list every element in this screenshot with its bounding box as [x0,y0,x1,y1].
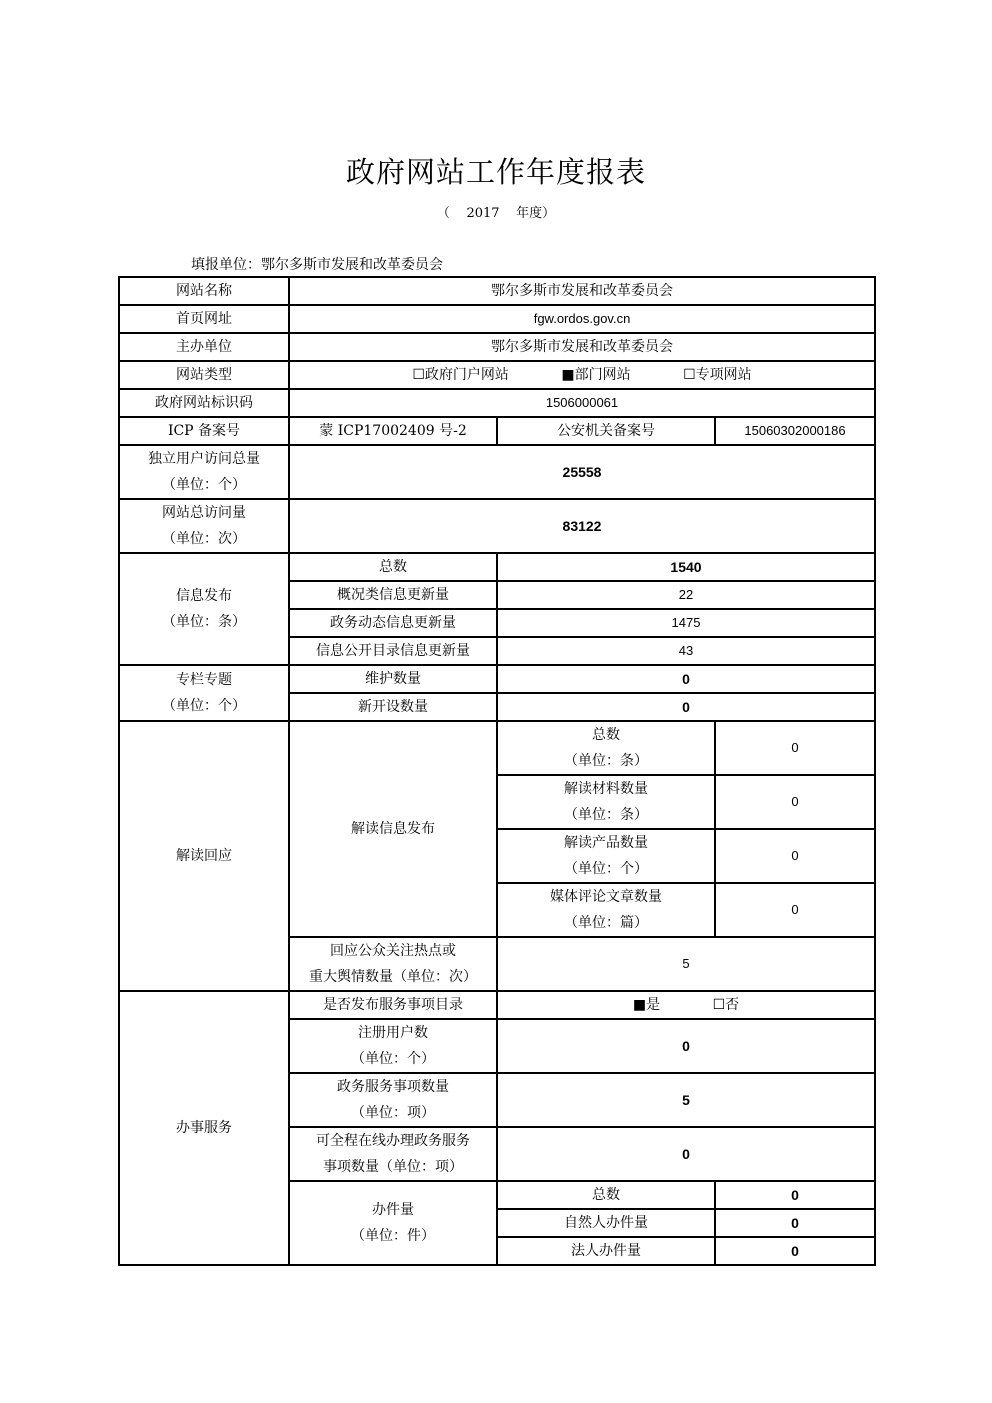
homepage-label: 首页网址 [119,305,289,333]
interp-item-label: 媒体评论文章数量 （单位：篇） [497,883,715,937]
site-name-label: 网站名称 [119,277,289,305]
year-close: 年度） [516,206,556,221]
interp-item-value: 0 [715,883,875,937]
icp-label: ICP 备案号 [119,417,289,445]
special-checkbox-icon: ☐ [683,367,696,383]
row-interp-total [119,721,875,775]
catalog-label: 是否发布服务事项目录 [289,991,497,1019]
site-type-options [289,361,875,389]
registered-value: 0 [497,1019,875,1073]
info-item-value: 1540 [497,553,875,581]
handled-item-label: 法人办件量 [497,1237,715,1265]
interp-item-label: 解读产品数量 （单位：个） [497,829,715,883]
reporting-unit-name: 鄂尔多斯市发展和改革委员会 [261,257,443,273]
online-items-label: 可全程在线办理政务服务 事项数量（单位：项） [289,1127,497,1181]
unique-visitors-label: 独立用户访问总量 （单位：个） [119,445,289,499]
sponsor-value: 鄂尔多斯市发展和改革委员会 [289,333,875,361]
interpretation-sub-label: 解读信息发布 [289,721,497,937]
unique-visitors-value: 25558 [289,445,875,499]
info-item-value: 22 [497,581,875,609]
catalog-option-no: ☐否 [712,997,740,1013]
year-value: 2017 [466,206,500,221]
row-total-visits [119,499,875,553]
handled-item-label: 总数 [497,1181,715,1209]
info-item-value: 1475 [497,609,875,637]
interpretation-label: 解读回应 [119,721,289,991]
portal-checkbox-icon: ☐ [412,367,425,383]
year-open: （ [436,206,450,221]
info-item-label: 信息公开目录信息更新量 [289,637,497,665]
icp-value: 蒙 ICP17002409 号-2 [289,417,497,445]
row-site-name [119,277,875,305]
interp-item-label: 解读材料数量 （单位：条） [497,775,715,829]
site-type-option-department: ■部门网站 [561,367,631,383]
handled-label: 办件量 （单位：件） [289,1181,497,1265]
row-columns-maintained [119,665,875,693]
report-table [118,276,876,1266]
handled-item-label: 自然人办件量 [497,1209,715,1237]
row-homepage [119,305,875,333]
police-record-label: 公安机关备案号 [497,417,715,445]
catalog-options [497,991,875,1019]
row-service-catalog [119,991,875,1019]
columns-item-label: 新开设数量 [289,693,497,721]
service-items-label: 政务服务事项数量 （单位：项） [289,1073,497,1127]
columns-item-value: 0 [497,665,875,693]
department-checkbox-icon: ■ [561,367,575,383]
row-info-total [119,553,875,581]
no-checkbox-icon: ☐ [712,997,726,1013]
handled-item-value: 0 [715,1181,875,1209]
services-label: 办事服务 [119,991,289,1265]
registered-label: 注册用户数 （单位：个） [289,1019,497,1073]
response-value: 5 [497,937,875,991]
site-name-value: 鄂尔多斯市发展和改革委员会 [289,277,875,305]
row-unique-visitors [119,445,875,499]
interp-item-value: 0 [715,829,875,883]
interp-item-label: 总数 （单位：条） [497,721,715,775]
homepage-value: fgw.ordos.gov.cn [289,305,875,333]
info-publish-label: 信息发布 （单位：条） [119,553,289,665]
site-id-value: 1506000061 [289,389,875,417]
info-item-label: 总数 [289,553,497,581]
row-icp [119,417,875,445]
row-site-id [119,389,875,417]
response-label: 回应公众关注热点或 重大舆情数量（单位：次） [289,937,497,991]
site-type-option-special: ☐专项网站 [683,367,752,383]
yes-checkbox-icon: ■ [632,997,647,1013]
columns-item-label: 维护数量 [289,665,497,693]
reporting-unit [191,254,443,274]
page-title: 政府网站工作年度报表 [345,155,646,189]
site-type-option-portal: ☐政府门户网站 [412,367,509,383]
interp-item-value: 0 [715,775,875,829]
row-sponsor [119,333,875,361]
interp-item-value: 0 [715,721,875,775]
sponsor-label: 主办单位 [119,333,289,361]
handled-item-value: 0 [715,1237,875,1265]
total-visits-label: 网站总访问量 （单位：次） [119,499,289,553]
online-items-value: 0 [497,1127,875,1181]
reporting-unit-label: 填报单位： [191,257,261,273]
catalog-option-yes: ■是 [632,997,661,1013]
report-year [0,202,992,221]
service-items-value: 5 [497,1073,875,1127]
columns-label: 专栏专题 （单位：个） [119,665,289,721]
columns-item-value: 0 [497,693,875,721]
site-type-label: 网站类型 [119,361,289,389]
handled-item-value: 0 [715,1209,875,1237]
info-item-value: 43 [497,637,875,665]
row-site-type [119,361,875,389]
info-item-label: 概况类信息更新量 [289,581,497,609]
info-item-label: 政务动态信息更新量 [289,609,497,637]
police-record-value: 15060302000186 [715,417,875,445]
site-id-label: 政府网站标识码 [119,389,289,417]
total-visits-value: 83122 [289,499,875,553]
